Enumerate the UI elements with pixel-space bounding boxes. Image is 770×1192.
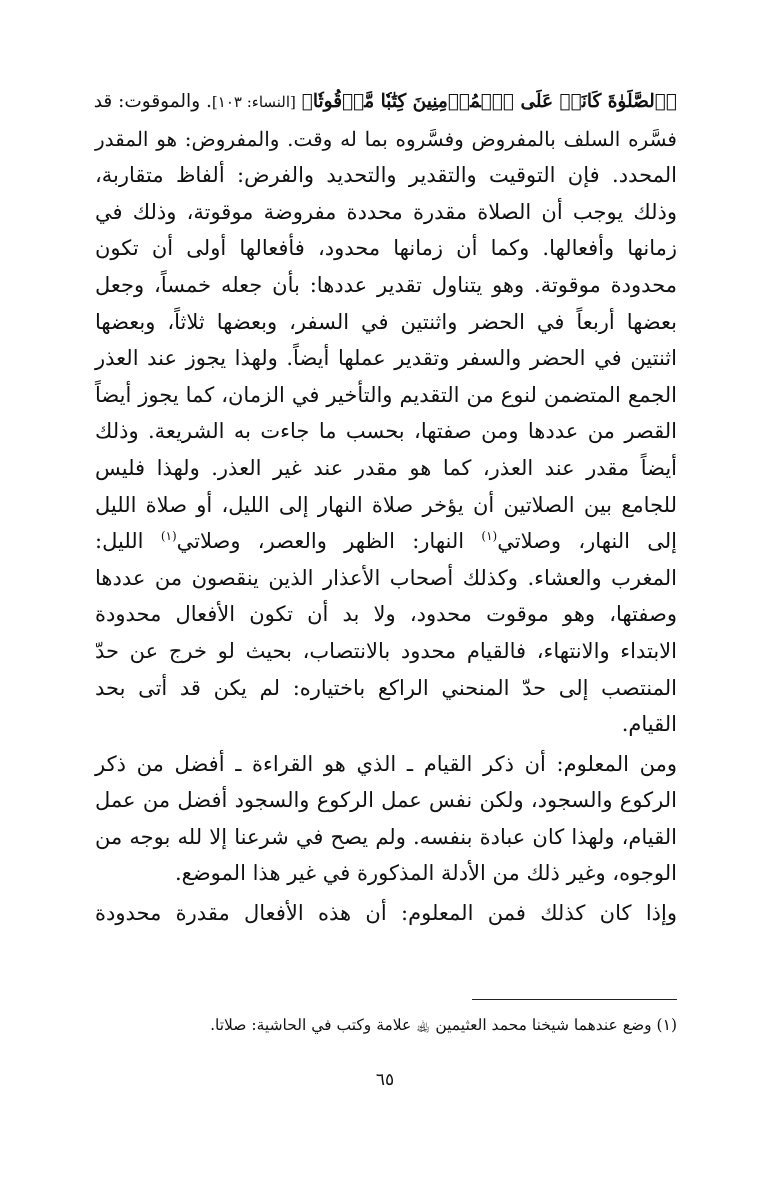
footnote: (١) وضع عندهما شيخنا محمد العثيمين ﵀ علامة وكتب في الحاشية: صلاتا.	[210, 1016, 677, 1034]
text-line: اثنتين في الحضر والسفر وتقدير عملها أيضاً. ولهذا يجوز عند العذر	[95, 346, 677, 371]
footnote-marker: (١)	[481, 529, 498, 544]
text-line: الابتداء والانتهاء، فالقيام محدود بالانتصاب، بحيث لو خرج عن حدّ	[95, 638, 677, 663]
verse-reference: [النساء: ١٠٣]	[211, 93, 296, 111]
text-line: وذلك يوجب أن الصلاة مقدرة محددة مفروضة موقوتة، وذلك في	[95, 199, 677, 224]
text-line: الوجوه، وغير ذلك من الأدلة المذكورة في غير هذا الموضع.	[175, 861, 677, 886]
footnote-marker: (١)	[160, 529, 177, 544]
text-line: أيضاً مقدر عند العذر، كما هو مقدر عند غير العذر. ولهذا فليس	[95, 455, 677, 480]
text-line: زمانها وأفعالها. وكما أن زمانها محدود، فأفعالها أولى أن تكون	[95, 236, 677, 261]
text-line	[95, 523, 677, 560]
text-line	[95, 84, 677, 121]
text-line: وصفتها، وهو موقوت محدود، ولا بد أن تكون الأفعال محدودة	[95, 602, 677, 627]
text-line: محدودة موقوتة. وهو يتناول تقدير عددها: بأن جعله خمساً، وجعل	[95, 272, 677, 297]
main-text	[95, 84, 677, 932]
page-number: ٦٥	[375, 1070, 395, 1090]
text-line: بعضها أربعاً في الحضر واثنتين في السفر، وبعضها ثلاثاً، وبعضها	[95, 309, 677, 334]
text-segment: الليل:	[95, 529, 161, 554]
paragraph-1	[95, 84, 677, 743]
text-line: فسَّره السلف بالمفروض وفسَّروه بما له وقت. والمفروض: هو المقدر	[95, 126, 677, 151]
text-segment: . والموقوت: قد	[93, 91, 212, 112]
text-segment: إلى النهار، وصلاتي	[497, 529, 677, 554]
text-line: الجمع المتضمن لنوع من التقديم والتأخير في الزمان، كما يجوز أيضاً	[95, 382, 677, 407]
text-line: القصر من عددها ومن صفتها، بحسب ما جاءت به الشريعة. وذلك	[95, 419, 677, 444]
text-line: القيام، ولهذا كان عبادة بنفسه. ولم يصح في شرعنا إلا لله بوجه من	[95, 824, 677, 849]
text-line: وإذا كان كذلك فمن المعلوم: أن هذه الأفعال مقدرة محدودة	[95, 901, 677, 926]
text-line: المحدد. فإن التوقيت والتقدير والتحديد والفرض: ألفاظ متقاربة،	[95, 163, 677, 188]
text-line: القيام.	[621, 712, 677, 737]
text-line: المنتصب إلى حدّ المنحني الراكع باختياره: لم يكن قد أتى بحد	[95, 675, 677, 700]
text-segment: النهار: الظهر والعصر، وصلاتي	[176, 529, 482, 554]
text-line: المغرب والعشاء. وكذلك أصحاب الأعذار الذين ينقصون من عددها	[95, 565, 677, 590]
text-line: للجامع بين الصلاتين أن يؤخر صلاة النهار إلى الليل، أو صلاة الليل	[95, 492, 677, 517]
paragraph-2	[95, 746, 677, 892]
text-line: الركوع والسجود، ولكن نفس عمل الركوع والسجود أفضل من عمل	[95, 788, 677, 813]
quran-verse: ﴿ٱلصَّلَوٰةَ كَانَتۡ عَلَى ٱلۡمُؤۡمِنِينَ كِتَٰبٗا مَّوۡقُوتٗا﴾	[301, 91, 677, 112]
footnote-divider	[472, 999, 677, 1000]
text-line: ومن المعلوم: أن ذكر القيام ـ الذي هو القراءة ـ أفضل من ذكر	[95, 751, 677, 776]
paragraph-3	[95, 895, 677, 932]
